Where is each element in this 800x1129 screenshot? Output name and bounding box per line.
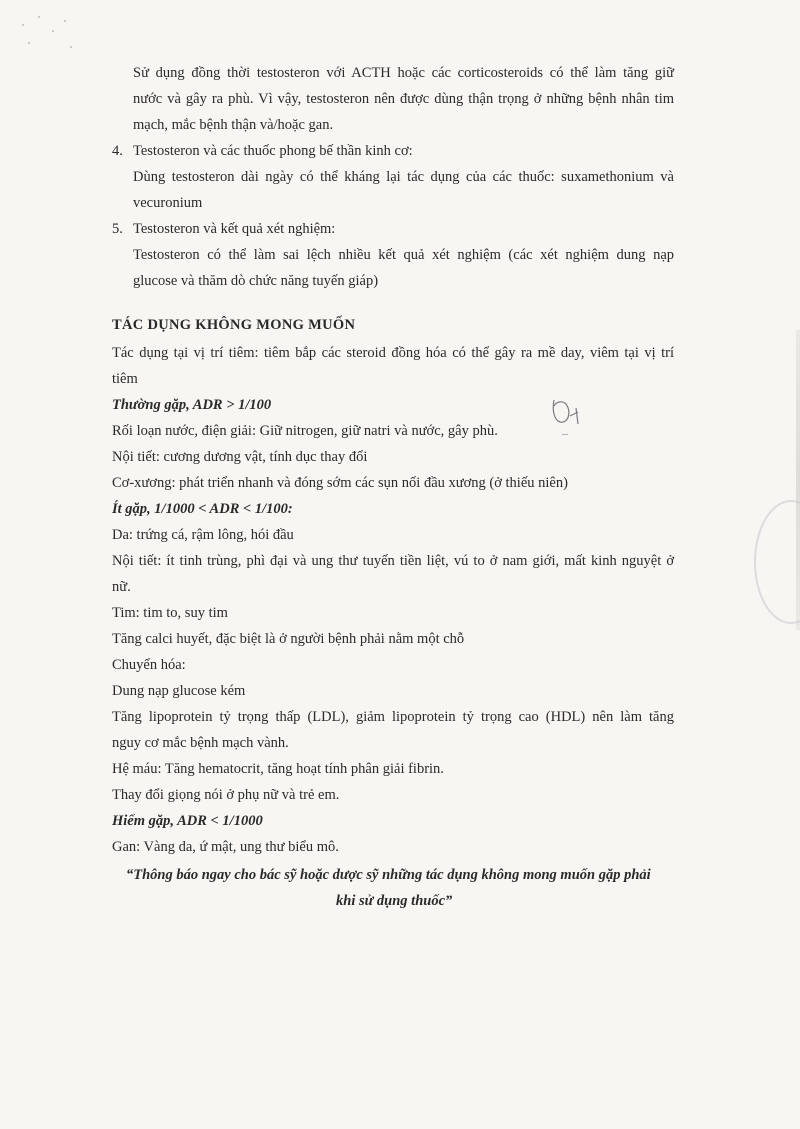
paragraph-line: Dung nạp glucose kém bbox=[112, 683, 246, 699]
handwritten-mark-icon bbox=[548, 394, 588, 430]
subheading-common: Thường gặp, ADR > 1/100 bbox=[112, 397, 272, 413]
subheading-rare: Hiếm gặp, ADR < 1/1000 bbox=[112, 813, 263, 829]
paragraph-line: Chuyển hóa: bbox=[112, 657, 186, 673]
paragraph-line: vecuronium bbox=[133, 195, 203, 211]
list-number: 5. bbox=[112, 221, 123, 237]
paragraph-line: Hệ máu: Tăng hematocrit, tăng hoạt tính phân giải fibrin. bbox=[112, 761, 444, 777]
paragraph-line: Dùng testosteron dài ngày có thể kháng lại tác dụng của các thuốc: suxamethonium và bbox=[133, 169, 674, 185]
paragraph-line: Tim: tim to, suy tim bbox=[112, 605, 228, 621]
stamp-seal-icon bbox=[754, 500, 800, 624]
scan-dash: – bbox=[562, 426, 568, 440]
paragraph-line: Tăng calci huyết, đặc biệt là ở người bệnh phải nằm một chỗ bbox=[112, 631, 465, 647]
subheading-uncommon: Ít gặp, 1/1000 < ADR < 1/100: bbox=[112, 501, 293, 517]
paragraph-line: Tăng lipoprotein tỷ trọng thấp (LDL), giảm lipoprotein tỷ trọng cao (HDL) nên làm tăng bbox=[112, 709, 674, 725]
paragraph-line: tiêm bbox=[112, 371, 138, 387]
list-number: 4. bbox=[112, 143, 123, 159]
paragraph-line: Gan: Vàng da, ứ mật, ung thư biểu mô. bbox=[112, 839, 339, 855]
paragraph-line: nữ. bbox=[112, 579, 131, 595]
paragraph-line: glucose và thăm dò chức năng tuyến giáp) bbox=[133, 273, 379, 289]
paragraph-line: Cơ-xương: phát triển nhanh và đóng sớm các sụn nối đầu xương (ở thiếu niên) bbox=[112, 475, 568, 491]
paragraph-line: nước và gây ra phù. Vì vậy, testosteron nên được dùng thận trọng ở những bệnh nhân tim bbox=[133, 91, 674, 107]
list-item-title: Testosteron và kết quả xét nghiệm: bbox=[133, 221, 336, 237]
scan-artifact bbox=[18, 10, 78, 60]
section-heading: TÁC DỤNG KHÔNG MONG MUỐN bbox=[112, 317, 356, 333]
paragraph-line: Testosteron có thể làm sai lệch nhiều kết quả xét nghiệm (các xét nghiệm dung nạp bbox=[133, 247, 674, 263]
paragraph-line: Rối loạn nước, điện giải: Giữ nitrogen, giữ natri và nước, gây phù. bbox=[112, 423, 498, 439]
closing-quote-line: “Thông báo ngay cho bác sỹ hoặc dược sỹ những tác dụng không mong muốn gặp phải bbox=[126, 867, 651, 883]
closing-quote-line: khi sử dụng thuốc” bbox=[336, 893, 453, 909]
paragraph-line: nguy cơ mắc bệnh mạch vành. bbox=[112, 735, 289, 751]
paragraph-line: Nội tiết: cương dương vật, tính dục thay đổi bbox=[112, 449, 368, 465]
list-item-title: Testosteron và các thuốc phong bế thần kinh cơ: bbox=[133, 143, 413, 159]
paragraph-line: Sử dụng đồng thời testosteron với ACTH hoặc các corticosteroids có thể làm tăng giữ bbox=[133, 65, 674, 81]
paragraph-line: Thay đổi giọng nói ở phụ nữ và trẻ em. bbox=[112, 787, 340, 803]
paragraph-line: Da: trứng cá, rậm lông, hói đầu bbox=[112, 527, 294, 543]
paragraph-line: Tác dụng tại vị trí tiêm: tiêm bắp các steroid đồng hóa có thể gây ra mề day, viêm tại vị trí bbox=[112, 345, 674, 361]
paragraph-line: Nội tiết: ít tinh trùng, phì đại và ung thư tuyến tiền liệt, vú to ở nam giới, mất kinh nguyệt ở bbox=[112, 553, 674, 569]
paragraph-line: mạch, mắc bệnh thận và/hoặc gan. bbox=[133, 117, 334, 133]
